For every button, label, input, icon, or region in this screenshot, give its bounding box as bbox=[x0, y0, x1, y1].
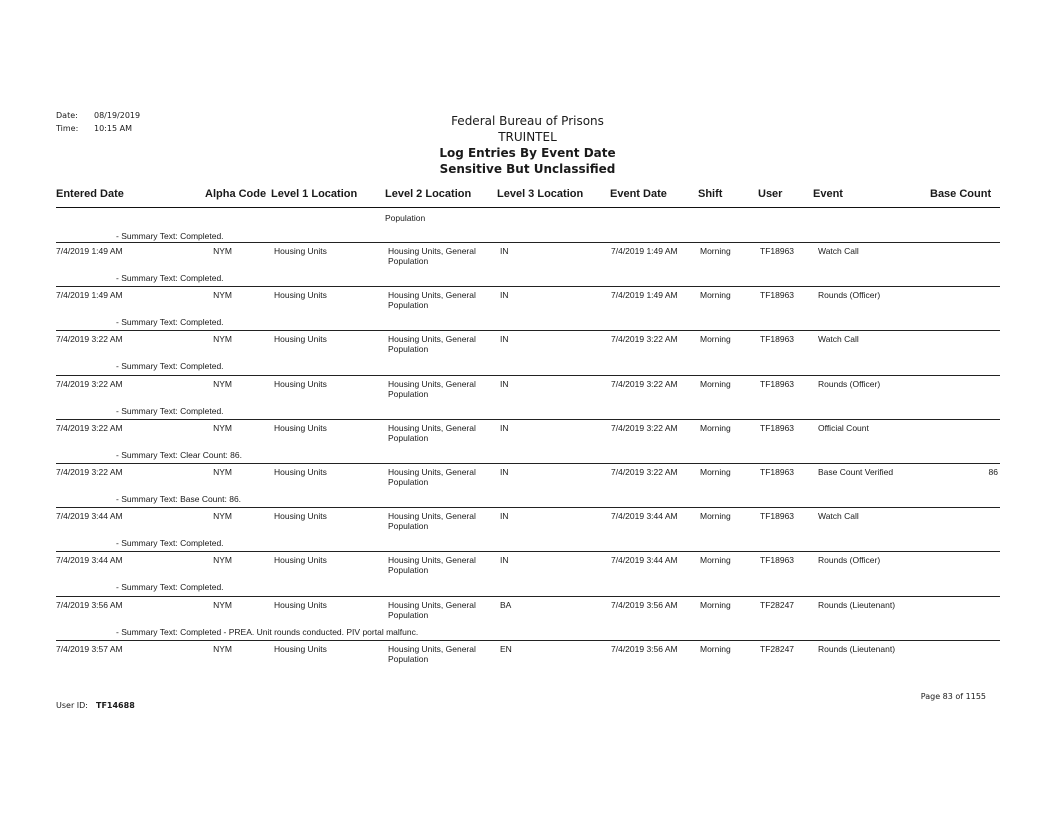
summary-text: - Summary Text: Completed. bbox=[116, 361, 224, 372]
row-divider bbox=[56, 330, 1000, 331]
event-cell: Base Count Verified bbox=[818, 467, 894, 477]
alpha-code-cell: NYM bbox=[213, 467, 232, 477]
level3-location-cell: EN bbox=[500, 643, 512, 654]
entered-date-cell: 7/4/2019 3:22 AM bbox=[56, 334, 123, 345]
level1-location-cell: Housing Units bbox=[274, 467, 327, 477]
shift-cell: Morning bbox=[700, 467, 731, 477]
report-title: Log Entries By Event Date bbox=[439, 146, 616, 160]
col-user: User bbox=[758, 188, 783, 200]
level3-location-cell: IN bbox=[500, 555, 509, 566]
col-shift: Shift bbox=[698, 188, 723, 200]
summary-text: - Summary Text: Completed. bbox=[116, 582, 224, 593]
row-divider bbox=[56, 596, 1000, 597]
level2-location-cell: Housing Units, General Population bbox=[388, 378, 476, 399]
level1-location-cell: Housing Units bbox=[274, 643, 327, 654]
alpha-code-cell: NYM bbox=[213, 246, 232, 256]
event-cell: Watch Call bbox=[818, 511, 859, 522]
event-cell: Rounds (Officer) bbox=[818, 378, 881, 389]
level2-location-cell: Housing Units, General Population bbox=[388, 643, 476, 664]
event-date-cell: 7/4/2019 3:56 AM bbox=[611, 599, 678, 610]
event-date-cell: 7/4/2019 1:49 AM bbox=[611, 290, 678, 301]
entered-date-cell: 7/4/2019 3:44 AM bbox=[56, 555, 123, 566]
event-cell: Rounds (Officer) bbox=[818, 555, 881, 566]
entered-date-cell: 7/4/2019 1:49 AM bbox=[56, 290, 123, 301]
event-cell: Rounds (Officer) bbox=[818, 290, 881, 301]
row-divider bbox=[56, 242, 1000, 243]
entered-date-cell: 7/4/2019 3:44 AM bbox=[56, 511, 123, 522]
level3-location-cell: IN bbox=[500, 422, 509, 433]
row-divider bbox=[56, 286, 1000, 287]
event-cell: Rounds (Lieutenant) bbox=[818, 643, 896, 654]
row-divider bbox=[56, 551, 1000, 552]
summary-text: - Summary Text: Completed - PREA. Unit rounds conducted. PIV portal malfunc. bbox=[116, 626, 419, 637]
row-divider bbox=[56, 463, 1000, 464]
col-level1-location: Level 1 Location bbox=[271, 188, 358, 200]
shift-cell: Morning bbox=[700, 511, 731, 522]
level1-location-cell: Housing Units bbox=[274, 290, 327, 301]
row-divider bbox=[56, 507, 1000, 508]
user-cell: TF28247 bbox=[760, 643, 795, 654]
user-cell: TF18963 bbox=[760, 246, 795, 256]
continuation-summary: - Summary Text: Completed. bbox=[116, 231, 224, 241]
col-base-count: Base Count bbox=[930, 188, 992, 200]
summary-text: - Summary Text: Base Count: 86. bbox=[116, 494, 242, 504]
time-value: 10:15 AM bbox=[94, 124, 132, 133]
event-cell: Watch Call bbox=[818, 334, 859, 345]
shift-cell: Morning bbox=[700, 643, 731, 654]
summary-text: - Summary Text: Completed. bbox=[116, 405, 224, 416]
entered-date-cell: 7/4/2019 3:22 AM bbox=[56, 378, 123, 389]
page-number: Page 83 of 1155 bbox=[920, 692, 986, 701]
alpha-code-cell: NYM bbox=[213, 599, 232, 610]
level2-location-cell: Housing Units, General Population bbox=[388, 290, 476, 311]
level2-location-cell: Housing Units, General Population bbox=[388, 511, 476, 532]
level3-location-cell: IN bbox=[500, 511, 509, 522]
user-cell: TF18963 bbox=[760, 511, 795, 522]
row-divider bbox=[56, 419, 1000, 420]
shift-cell: Morning bbox=[700, 246, 731, 256]
level2-location-cell: Housing Units, General Population bbox=[388, 334, 476, 355]
col-level3-location: Level 3 Location bbox=[497, 188, 584, 200]
entered-date-cell: 7/4/2019 3:22 AM bbox=[56, 467, 123, 477]
event-date-cell: 7/4/2019 3:22 AM bbox=[611, 334, 678, 345]
classification: Sensitive But Unclassified bbox=[439, 162, 616, 176]
event-cell: Watch Call bbox=[818, 246, 859, 256]
user-cell: TF18963 bbox=[760, 334, 795, 345]
continuation-level2: Population bbox=[385, 213, 426, 223]
event-date-cell: 7/4/2019 1:49 AM bbox=[611, 246, 678, 256]
user-id-label: User ID: bbox=[56, 701, 88, 710]
shift-cell: Morning bbox=[700, 378, 731, 389]
user-cell: TF28247 bbox=[760, 599, 795, 610]
level2-location-cell: Housing Units, General Population bbox=[388, 555, 476, 576]
level2-location-cell: Housing Units, General Population bbox=[388, 422, 476, 443]
event-date-cell: 7/4/2019 3:22 AM bbox=[611, 378, 678, 389]
header-divider bbox=[56, 207, 1000, 208]
level3-location-cell: IN bbox=[500, 334, 509, 345]
entered-date-cell: 7/4/2019 1:49 AM bbox=[56, 246, 123, 256]
event-date-cell: 7/4/2019 3:22 AM bbox=[611, 467, 678, 477]
level3-location-cell: IN bbox=[500, 378, 509, 389]
event-date-cell: 7/4/2019 3:44 AM bbox=[611, 511, 678, 522]
row-divider bbox=[56, 375, 1000, 376]
level3-location-cell: IN bbox=[500, 467, 509, 477]
level2-location-cell: Housing Units, General Population bbox=[388, 467, 476, 487]
level3-location-cell: IN bbox=[500, 246, 509, 256]
user-cell: TF18963 bbox=[760, 467, 795, 477]
agency-title: Federal Bureau of Prisons bbox=[451, 114, 604, 128]
level3-location-cell: BA bbox=[500, 599, 512, 610]
summary-text: - Summary Text: Completed. bbox=[116, 538, 224, 549]
report-date bbox=[56, 111, 140, 120]
alpha-code-cell: NYM bbox=[213, 643, 232, 654]
col-event: Event bbox=[813, 188, 843, 200]
user-cell: TF18963 bbox=[760, 290, 795, 301]
system-title: TRUINTEL bbox=[498, 130, 557, 144]
event-cell: Official Count bbox=[818, 422, 869, 433]
user-cell: TF18963 bbox=[760, 378, 795, 389]
report-title-block bbox=[300, 113, 755, 177]
shift-cell: Morning bbox=[700, 334, 731, 345]
col-level2-location: Level 2 Location bbox=[385, 188, 472, 200]
user-cell: TF18963 bbox=[760, 555, 795, 566]
base-count-cell: 86 bbox=[988, 467, 998, 477]
alpha-code-cell: NYM bbox=[213, 555, 232, 566]
col-entered-date: Entered Date bbox=[56, 188, 124, 200]
user-cell: TF18963 bbox=[760, 422, 795, 433]
level2-location-cell: Housing Units, General Population bbox=[388, 599, 476, 620]
shift-cell: Morning bbox=[700, 555, 731, 566]
event-date-cell: 7/4/2019 3:56 AM bbox=[611, 643, 678, 654]
user-id-value: TF14688 bbox=[96, 701, 135, 710]
event-cell: Rounds (Lieutenant) bbox=[818, 599, 896, 610]
footer-user-id bbox=[56, 701, 135, 710]
alpha-code-cell: NYM bbox=[213, 378, 232, 389]
summary-text: - Summary Text: Clear Count: 86. bbox=[116, 449, 242, 460]
alpha-code-cell: NYM bbox=[213, 422, 232, 433]
shift-cell: Morning bbox=[700, 290, 731, 301]
level1-location-cell: Housing Units bbox=[274, 511, 327, 522]
level1-location-cell: Housing Units bbox=[274, 334, 327, 345]
date-value: 08/19/2019 bbox=[94, 111, 141, 120]
entered-date-cell: 7/4/2019 3:56 AM bbox=[56, 599, 123, 610]
event-date-cell: 7/4/2019 3:44 AM bbox=[611, 555, 678, 566]
summary-text: - Summary Text: Completed. bbox=[116, 317, 224, 328]
level1-location-cell: Housing Units bbox=[274, 599, 327, 610]
report-time bbox=[56, 124, 132, 133]
col-alpha-code: Alpha Code bbox=[205, 188, 267, 200]
alpha-code-cell: NYM bbox=[213, 290, 232, 301]
summary-text: - Summary Text: Completed. bbox=[116, 273, 224, 283]
col-event-date: Event Date bbox=[610, 188, 667, 200]
event-date-cell: 7/4/2019 3:22 AM bbox=[611, 422, 678, 433]
entered-date-cell: 7/4/2019 3:22 AM bbox=[56, 422, 123, 433]
shift-cell: Morning bbox=[700, 422, 731, 433]
date-label: Date: bbox=[56, 111, 78, 120]
alpha-code-cell: NYM bbox=[213, 511, 232, 522]
level1-location-cell: Housing Units bbox=[274, 422, 327, 433]
level2-location-cell: Housing Units, General Population bbox=[388, 246, 476, 266]
level1-location-cell: Housing Units bbox=[274, 555, 327, 566]
alpha-code-cell: NYM bbox=[213, 334, 232, 345]
level1-location-cell: Housing Units bbox=[274, 378, 327, 389]
row-divider bbox=[56, 640, 1000, 641]
entered-date-cell: 7/4/2019 3:57 AM bbox=[56, 643, 123, 654]
shift-cell: Morning bbox=[700, 599, 731, 610]
level1-location-cell: Housing Units bbox=[274, 246, 327, 256]
time-label: Time: bbox=[56, 124, 79, 133]
level3-location-cell: IN bbox=[500, 290, 509, 301]
